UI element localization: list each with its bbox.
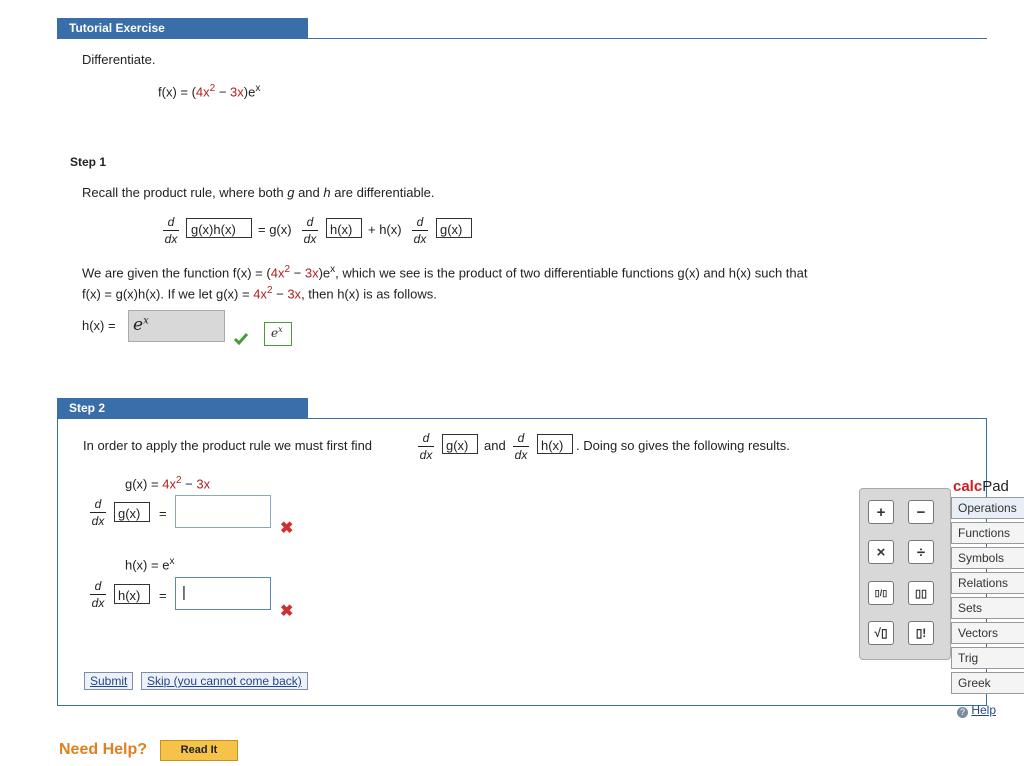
step2-header bbox=[57, 398, 308, 418]
instruction: Differentiate. bbox=[82, 52, 156, 67]
calcpad-title: calcPad bbox=[953, 478, 1009, 495]
rule-d-dx-2: d dx bbox=[303, 215, 317, 246]
calcpad-tab-symbols[interactable]: Symbols bbox=[951, 547, 1024, 569]
tutorial-header bbox=[57, 18, 308, 38]
incorrect-icon-2: ✖ bbox=[280, 603, 294, 620]
exponent-key[interactable]: ▯▯ bbox=[908, 581, 934, 605]
calcpad-tab-greek[interactable]: Greek bbox=[951, 672, 1024, 694]
rule-d-dx-1: d dx bbox=[164, 215, 178, 246]
dg-d-dx: d dx bbox=[91, 497, 105, 528]
tutorial-title: Tutorial Exercise bbox=[69, 21, 165, 35]
step2-label: Step 2 bbox=[69, 401, 106, 415]
help-circle-icon: ? bbox=[957, 707, 968, 718]
dg-answer-input[interactable] bbox=[175, 495, 271, 528]
step2-intro-a: In order to apply the product rule we must first find bbox=[83, 438, 373, 453]
hx-answer: $e^x$ bbox=[133, 315, 149, 335]
calcpad-tab-sets[interactable]: Sets bbox=[951, 597, 1024, 619]
dg-eq: = bbox=[159, 506, 167, 521]
intro-d-dx-1: d dx bbox=[419, 431, 433, 462]
calcpad-tab-vectors[interactable]: Vectors bbox=[951, 622, 1024, 644]
header-rule bbox=[57, 38, 987, 39]
minus-key[interactable]: − bbox=[908, 500, 934, 524]
fraction-key[interactable]: ▯/▯ bbox=[868, 581, 894, 605]
hx-answer-field bbox=[128, 310, 225, 342]
rule-plus: + h(x) bbox=[368, 222, 402, 237]
calcpad-help-link[interactable]: ? Help bbox=[957, 703, 996, 718]
sqrt-key[interactable]: √▯ bbox=[868, 621, 894, 645]
hx-label: h(x) = bbox=[82, 318, 116, 333]
need-help-label: Need Help? bbox=[59, 741, 148, 758]
intro-d-dx-2: d dx bbox=[514, 431, 528, 462]
divide-key[interactable]: ÷ bbox=[908, 540, 934, 564]
plus-key[interactable]: + bbox=[868, 500, 894, 524]
rule-gh: g(x)h(x) bbox=[191, 222, 236, 237]
dg-arg: g(x) bbox=[118, 506, 141, 521]
intro-and: and bbox=[484, 438, 506, 453]
step1-label: Step 1 bbox=[70, 155, 107, 169]
step1-given-line2: f(x) = g(x)h(x). If we let $g(x) = 4x^2 - 3x$, then h(x) is as follows. bbox=[82, 285, 437, 302]
skip-button[interactable] bbox=[141, 672, 308, 690]
preview-expression: $e^x$ bbox=[271, 325, 283, 340]
step2-intro-b: . Doing so gives the following results. bbox=[576, 438, 790, 453]
answer-preview-button[interactable] bbox=[264, 322, 292, 346]
step1-recall: Recall the product rule, where both g and h are differentiable. bbox=[82, 185, 435, 200]
calcpad-tab-functions[interactable]: Functions bbox=[951, 522, 1024, 544]
h-definition: $h(x) = e^x$ bbox=[125, 556, 175, 573]
calcpad-tab-operations[interactable]: Operations bbox=[951, 497, 1024, 519]
submit-link[interactable]: Submit bbox=[90, 674, 128, 688]
dh-arg: h(x) bbox=[118, 588, 141, 603]
check-icon bbox=[234, 333, 248, 347]
rule-eq: = g(x) bbox=[258, 222, 292, 237]
calcpad-tab-relations[interactable]: Relations bbox=[951, 572, 1024, 594]
calcpad-tab-trig[interactable]: Trig bbox=[951, 647, 1024, 669]
intro-h: h(x) bbox=[541, 438, 564, 453]
skip-link[interactable]: Skip (you cannot come back) bbox=[147, 674, 302, 688]
rule-d-dx-3: d dx bbox=[413, 215, 427, 246]
incorrect-icon-1: ✖ bbox=[280, 520, 294, 537]
read-it-label: Read It bbox=[180, 744, 218, 756]
read-it-button[interactable] bbox=[160, 740, 238, 761]
rule-g-arg: g(x) bbox=[440, 222, 463, 237]
dh-d-dx: d dx bbox=[91, 579, 105, 610]
rule-h-arg: h(x) bbox=[330, 222, 353, 237]
problem-expression: $f(x) = (4x^2 - 3x)e^x$ bbox=[158, 83, 261, 100]
step1-given-line1: We are given the function $f(x) = (4x^2 - 3x)e^x$, which we see is the product of two differentiable functions g(x) and h(x) such that bbox=[82, 264, 808, 281]
g-definition: $g(x) = 4x^2 - 3x$ bbox=[125, 475, 211, 492]
dh-answer-input[interactable]: | bbox=[175, 577, 271, 610]
dh-eq: = bbox=[159, 588, 167, 603]
submit-button[interactable] bbox=[84, 672, 133, 690]
times-key[interactable]: × bbox=[868, 540, 894, 564]
factorial-key[interactable]: ▯! bbox=[908, 621, 934, 645]
intro-g: g(x) bbox=[446, 438, 469, 453]
